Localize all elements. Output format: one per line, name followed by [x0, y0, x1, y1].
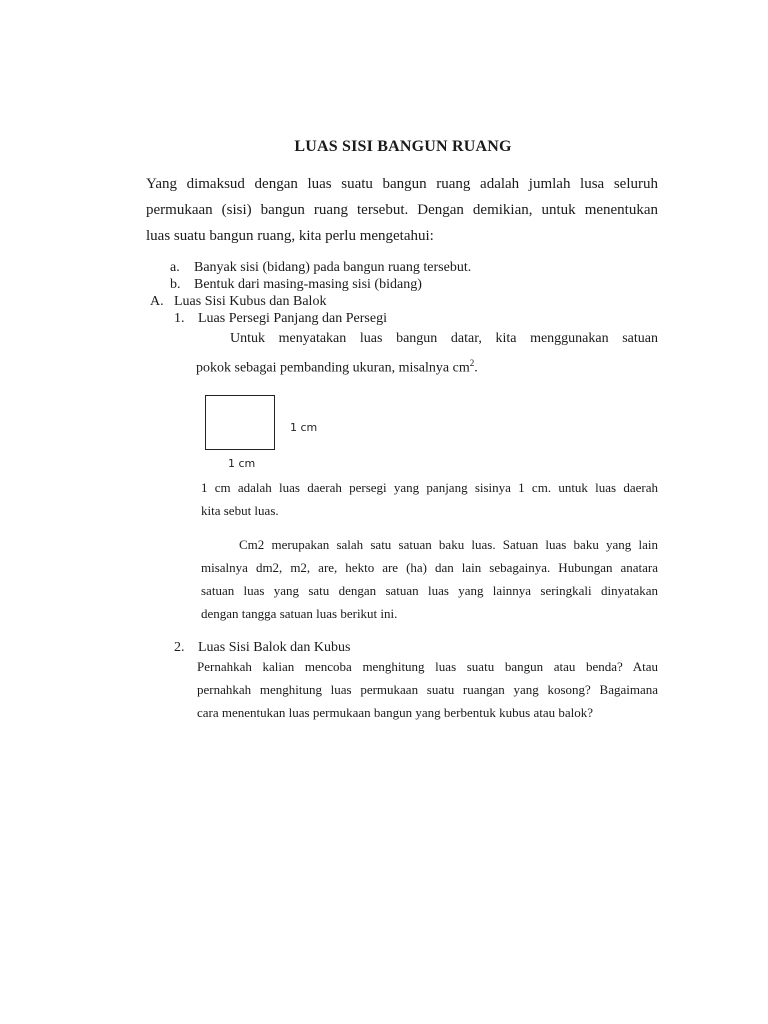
intro-line: Yang dimaksud dengan luas suatu bangun ruang adalah jumlah lusa seluruh: [146, 176, 658, 192]
subsection-heading: [174, 311, 387, 327]
subsection-text: Luas Sisi Balok dan Kubus: [198, 640, 351, 655]
intro-paragraph: [146, 171, 658, 249]
paragraph-definition: [201, 476, 658, 522]
paragraph-line: [196, 351, 658, 381]
list-marker: b.: [170, 277, 181, 292]
list-item: [170, 277, 422, 293]
paragraph-line: Cm2 merupakan salah satu satuan baku luas. Satuan luas baku yang lain: [239, 537, 658, 552]
paragraph-text: .: [474, 360, 478, 376]
intro-line: luas suatu bangun ruang, kita perlu mengetahui:: [146, 228, 434, 244]
subsection-marker: 2.: [174, 640, 185, 655]
paragraph-question: [197, 655, 658, 724]
subsection-marker: 1.: [174, 311, 185, 326]
figure-label-side: 1 cm: [290, 421, 318, 434]
unit-square-figure: [205, 395, 275, 450]
intro-line: permukaan (sisi) bangun ruang tersebut. Dengan demikian, untuk menentukan: [146, 202, 658, 218]
paragraph-line: dengan tangga satuan luas berikut ini.: [201, 606, 398, 621]
subsection-heading: [174, 640, 350, 656]
list-text: Bentuk dari masing-masing sisi (bidang): [194, 277, 422, 292]
list-text: Banyak sisi (bidang) pada bangun ruang tersebut.: [194, 260, 472, 275]
paragraph-line: cara menentukan luas permukaan bangun yang berbentuk kubus atau balok?: [197, 705, 593, 720]
page-title: LUAS SISI BANGUN RUANG: [294, 138, 512, 155]
list-item: [170, 260, 471, 276]
paragraph-line: misalnya dm2, m2, are, hekto are (ha) dan lain sebagainya. Hubungan anatara: [201, 560, 658, 575]
paragraph-unit-intro: [196, 327, 658, 381]
section-marker: A.: [150, 294, 164, 309]
paragraph-line: 1 cm adalah luas daerah persegi yang panjang sisinya 1 cm. untuk luas daerah: [201, 480, 658, 495]
section-text: Luas Sisi Kubus dan Balok: [174, 294, 327, 309]
paragraph-line: Pernahkah kalian mencoba menghitung luas suatu bangun atau benda? Atau: [197, 659, 658, 674]
list-marker: a.: [170, 260, 180, 275]
paragraph-line: pernahkah menghitung luas permukaan suatu ruangan yang kosong? Bagaimana: [197, 682, 658, 697]
figure-label-bottom: 1 cm: [228, 457, 256, 470]
section-heading: [150, 294, 326, 310]
paragraph-units: [201, 533, 658, 625]
subsection-text: Luas Persegi Panjang dan Persegi: [198, 311, 387, 326]
paragraph-line: kita sebut luas.: [201, 503, 279, 518]
superscript: 2: [469, 358, 475, 368]
paragraph-line: Untuk menyatakan luas bangun datar, kita menggunakan satuan: [230, 331, 658, 346]
paragraph-line: satuan luas yang satu dengan satuan luas yang lainnya seringkali dinyatakan: [201, 583, 658, 598]
paragraph-text: pokok sebagai pembanding ukuran, misalnya cm: [196, 360, 470, 376]
